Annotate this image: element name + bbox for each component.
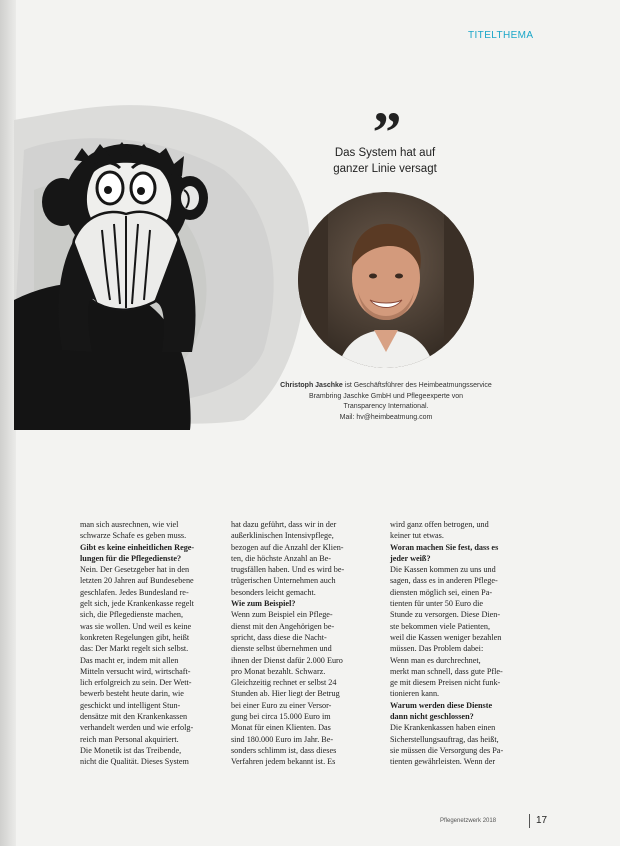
body-text-line: außerklinischen Intensivpflege,: [231, 531, 334, 541]
caption-email[interactable]: Mail: hv@heimbeatmung.com: [339, 413, 433, 421]
interview-question-line: Wie zum Beispiel?: [231, 599, 296, 609]
quote-mark-icon: ”: [372, 100, 402, 165]
body-text-line: merkt man schnell, dass gute Pfle-: [390, 666, 503, 676]
caption-name: Christoph Jaschke: [280, 382, 343, 389]
body-text-line: dienst mit den Angehörigen be-: [231, 621, 335, 631]
body-text-line: geschlafen. Jedes Bundesland re-: [80, 587, 189, 597]
body-text-line: Monat für einen Klienten. Das: [231, 723, 331, 733]
footer-divider: [529, 814, 530, 828]
body-text-line: schwarze Schafe es geben muss.: [80, 531, 187, 541]
body-text-line: Wenn zum Beispiel ein Pflege-: [231, 610, 333, 620]
body-text-line: diensten möglich sei, einen Pa-: [390, 587, 493, 597]
body-text-line: keiner tut etwas.: [390, 531, 444, 541]
body-text-line: geschickt und intelligent Stun-: [80, 700, 181, 710]
pull-quote-line: ganzer Linie versagt: [333, 163, 437, 175]
body-text-line: tienten für unter 50 Euro die: [390, 599, 483, 609]
body-text-line: sich, die Pflegedienste machen,: [80, 610, 183, 620]
body-text-line: Sicherstellungsauftrag, das heißt,: [390, 734, 499, 744]
caption-line: Brambring Jaschke GmbH und Pflegeexperte von: [308, 392, 464, 400]
section-label: TITELTHEMA: [468, 30, 534, 41]
body-text-line: ihnen der Dienst dafür 2.000 Euro: [231, 655, 343, 665]
body-text-line: Stunde zu versorgen. Diese Dien-: [390, 610, 501, 620]
body-text-line: Nein. Der Gesetzgeber hat in den: [80, 565, 190, 575]
body-text-line: bewerb besteht heute darin, wie: [80, 689, 184, 699]
body-text-line: müssen. Das Problem dabei:: [390, 644, 484, 654]
body-text-line: trügerischen Unternehmen auch: [231, 576, 336, 586]
body-text-line: sonders schlimm ist, dass dieses: [231, 745, 337, 755]
body-text-line: konkreten Regelungen gibt, heißt: [80, 632, 190, 642]
body-column-1: [80, 519, 208, 768]
body-text-line: letzten 20 Jahren auf Bundesebene: [80, 576, 194, 586]
body-text-line: lich erfolgreich zu sein. Der Wett-: [80, 678, 192, 688]
body-text-line: was sie wollen. Und weil es keine: [80, 621, 192, 631]
interview-question-line: jeder weiß?: [390, 553, 431, 563]
body-text-line: densätze mit den Krankenkassen: [80, 712, 188, 722]
body-text-line: ste bekommen viele Patienten,: [390, 621, 491, 631]
body-text-line: tionieren kann.: [390, 689, 440, 699]
body-text-line: hat dazu geführt, dass wir in der: [231, 520, 337, 529]
footer-brand: Pflegenetzwerk 2018: [440, 818, 497, 824]
portrait-photo: [298, 192, 474, 368]
caption-text: ist Geschäftsführer des Heimbeatmungsservice: [344, 382, 492, 389]
body-text-line: man sich ausrechnen, wie viel: [80, 520, 179, 529]
body-column-3: [390, 519, 518, 768]
body-text-line: Die Kassen kommen zu uns und: [390, 565, 496, 575]
body-text-line: Wenn man es durchrechnet,: [390, 655, 481, 665]
interview-question-line: lungen für die Pflegedienste?: [80, 553, 182, 563]
body-text-line: Verfahren jedem bekannt ist. Es: [231, 757, 336, 767]
body-text-line: Gleichzeitig rechnet er selbst 24: [231, 678, 337, 688]
body-text-line: ge mit diesem Preisen nicht funk-: [390, 678, 501, 688]
portrait-caption: [252, 381, 520, 423]
body-text-line: gung bei circa 15.000 Euro im: [231, 712, 331, 722]
body-text-line: trugsfällen haben. Und es wird be-: [231, 565, 345, 575]
caption-line: Transparency International.: [343, 403, 429, 410]
body-text-line: Stunden ab. Hier liegt der Betrug: [231, 689, 340, 699]
body-text-line: sind 180.000 Euro im Jahr. Be-: [231, 734, 334, 744]
body-text-line: Mitteln versucht wird, wirtschaft-: [80, 666, 191, 676]
body-text-line: Das macht er, indem mit allen: [80, 655, 179, 665]
body-text-line: ten, die höchste Anzahl an Be-: [231, 553, 332, 563]
body-text-line: sagen, dass es in anderen Pflege-: [390, 576, 498, 586]
pull-quote: [300, 145, 470, 177]
body-column-2: [231, 519, 359, 768]
body-text-line: verhandelt werden und wie erfolg-: [80, 723, 194, 733]
body-text-line: bezogen auf die Anzahl der Klien-: [231, 542, 344, 552]
interview-question-line: Warum werden diese Dienste: [390, 700, 493, 710]
body-text-line: Die Krankenkassen haben einen: [390, 723, 496, 733]
page-number: 17: [536, 815, 548, 826]
body-text-line: sie müssen die Versorgung des Pa-: [390, 745, 504, 755]
body-text-line: gelt sich, jede Krankenkasse regelt: [80, 599, 194, 609]
body-text-line: nicht die Qualität. Dieses System: [80, 757, 189, 767]
body-text-line: dienste selbst übernehmen und: [231, 644, 332, 654]
body-text-line: besonders leicht gemacht.: [231, 587, 316, 597]
body-text-line: bei einer Euro zu einer Versor-: [231, 700, 332, 710]
interview-question-line: dann nicht geschlossen?: [390, 712, 474, 722]
body-text-line: reich man Personal akquiriert.: [80, 734, 179, 744]
body-text-line: tienten gewährleisten. Wenn der: [390, 757, 496, 767]
interview-question-line: Gibt es keine einheitlichen Rege-: [80, 542, 195, 552]
body-text-line: Die Monetik ist das Treibende,: [80, 745, 182, 755]
body-text-line: pro Monat bezahlt. Schwarz.: [231, 666, 326, 676]
monkey-covering-mouth-illustration: [14, 90, 314, 430]
body-text-line: wird ganz offen betrogen, und: [390, 520, 489, 529]
body-text-line: spricht, dass diese die Nacht-: [231, 632, 327, 642]
body-text-line: weil die Kassen weniger bezahlen: [390, 632, 502, 642]
body-text-line: das: Der Markt regelt sich selbst.: [80, 644, 189, 654]
caption-line: [252, 381, 520, 392]
interview-question-line: Woran machen Sie fest, dass es: [390, 542, 499, 552]
pull-quote-line: Das System hat auf: [334, 147, 436, 159]
